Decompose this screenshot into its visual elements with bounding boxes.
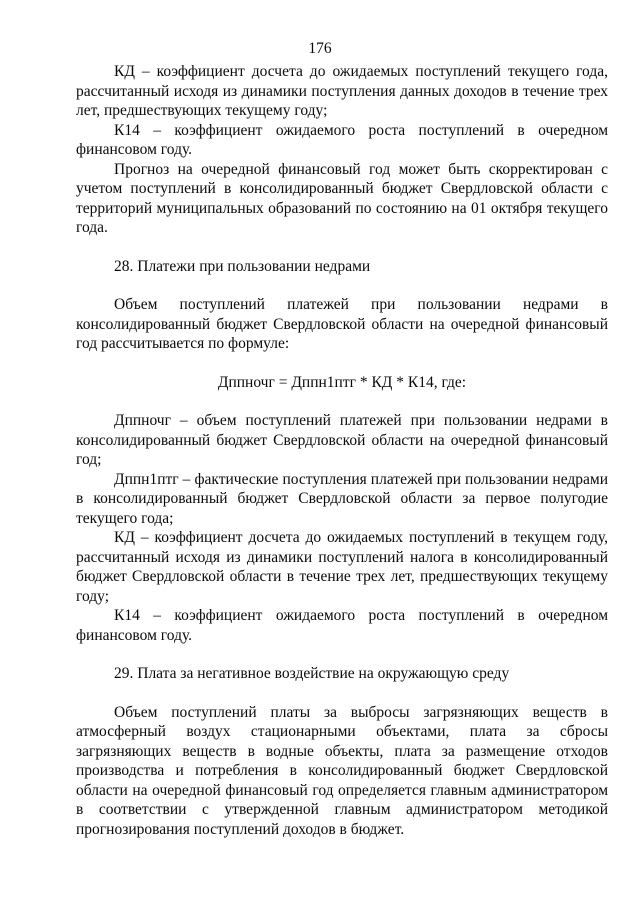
paragraph-forecast-adjustment: Прогноз на очередной финансовый год может быть скорректирован с учетом поступлений в консолидированный бюджет Свердловской области с территорий муниципальных образований по состоянию на 01 октября текущего года.: [76, 160, 608, 236]
paragraph-k14-definition: К14 – коэффициент ожидаемого роста поступлений в очередном финансовом году.: [76, 121, 608, 158]
definition-k14: К14 – коэффициент ожидаемого роста поступлений в очередном финансовом году.: [76, 607, 608, 644]
definition-dppnochg: Дппночг – объем поступлений платежей при пользовании недрами в консолидированный бюджет Свердловской области на очередной финансовый год;: [76, 412, 608, 468]
section-29-heading: 29. Плата за негативное воздействие на окружающую среду: [114, 665, 510, 682]
section-29-text: Объем поступлений платы за выбросы загрязняющих веществ в атмосферный воздух стационарными объектами, плата за сбросы загрязняющих веществ в водные объекты, плата за размещение отходов производства и потребления в консолидированный бюджет Свердловской области на очередной финансовый год определяется главным администратором в соответствии с утвержденной главным администратором методикой прогнозирования поступлений доходов в бюджет.: [76, 703, 608, 838]
page-number: 176: [308, 40, 332, 57]
section-28-formula: Дппночг = Дппн1птг * КД * К14, где:: [217, 373, 467, 391]
document-body: [76, 62, 608, 839]
section-28-heading: 28. Платежи при пользовании недрами: [114, 257, 371, 275]
section-28-intro: Объем поступлений платежей при пользовании недрами в консолидированный бюджет Свердловской области на очередной финансовый год рассчитывается по формуле:: [76, 296, 608, 352]
definition-dppn1ptg: Дппн1птг – фактические поступления платежей при пользовании недрами в консолидированный бюджет Свердловской области за первое полугодие текущего года;: [76, 470, 608, 527]
definition-kd: КД – коэффициент досчета до ожидаемых поступлений в текущем году, рассчитанный исходя из динамики поступлений налога в консолидированный бюджет Свердловской области в течение трех лет, предшествующих текущему году;: [76, 529, 608, 605]
paragraph-kd-definition: КД – коэффициент досчета до ожидаемых поступлений текущего года, рассчитанный исходя из динамики поступления данных доходов в течение трех лет, предшествующих текущему году;: [76, 63, 608, 119]
